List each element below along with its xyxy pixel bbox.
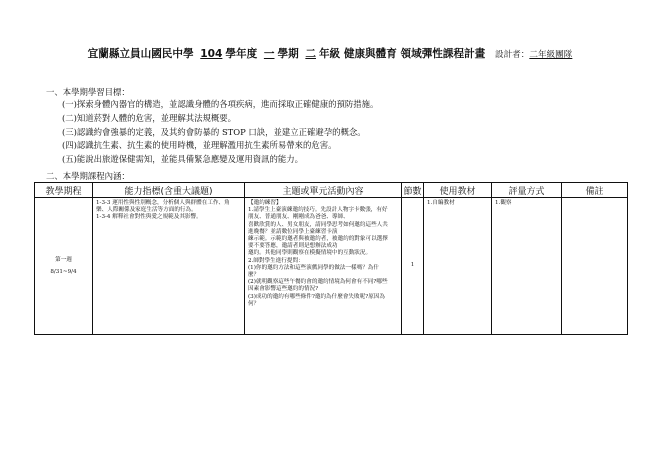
column-header: 備註	[562, 183, 628, 198]
grade-suffix: 年級	[318, 48, 341, 60]
goal-item: (一)探索身體內器官的構造，並認識身體的各項疾病，進而採取正確健康的預防措施。	[62, 99, 379, 109]
activity-line: 因素會影響這些邀約的情況?	[248, 286, 319, 293]
school-year-suffix: 學年度	[225, 48, 258, 60]
week-label: 第一週	[55, 257, 72, 263]
table-row	[35, 198, 628, 335]
activity-line: (3)成功的邀約有哪些條件?邀約為什麼會失敗呢?原因為	[248, 293, 385, 300]
assessment-cell: 1.觀察	[492, 198, 562, 335]
column-header: 節數	[402, 183, 424, 198]
activity-line: 練示範。示範約邀者與被邀約者，被邀約的對象可以選擇	[248, 236, 388, 243]
hours-cell: 1	[402, 198, 424, 335]
activity-line: 何？	[248, 300, 260, 307]
goal-item: (四)認識抗生素、抗生素的使用時機，並理解濫用抗生素所易帶來的危害。	[62, 140, 337, 151]
subject-title: 健康與體育 領域彈性課程計畫	[343, 48, 486, 60]
school-year: 104	[200, 48, 223, 60]
goal-item: (二)知道菸對人體的危害，並理解其法規概要。	[62, 112, 237, 123]
column-header: 能力指標(含重大議題)	[93, 183, 245, 198]
column-header: 主題或單元活動內容	[245, 183, 402, 198]
grade: 二	[305, 48, 316, 60]
activity-line: (1)你的邀約方法和這些演戲同學的做法一樣嗎？為什	[248, 264, 379, 271]
activity-line: (2)就明觀察這些午餐約會的邀約情境為何會有不同?哪些	[248, 279, 388, 286]
notes-cell	[562, 198, 628, 335]
indicators-cell	[93, 198, 245, 335]
goals-heading: 一、本學期學習目標：	[46, 87, 130, 97]
semester-suffix: 學期	[277, 48, 299, 60]
semester: 一	[263, 48, 275, 60]
week-cell	[35, 198, 93, 335]
activity-line: 邀約。其他同學則觀察在模擬情境中的互動狀況。	[248, 250, 372, 257]
activity-line: 2.師對學生進行提問：	[248, 257, 304, 264]
activity-line: 麼？	[248, 272, 260, 279]
goal-item: (三)認識約會強暴的定義，及其約會防暴的 STOP 口訣，並建立正確避孕的概念。	[62, 126, 366, 137]
column-header: 教學期程	[35, 183, 93, 198]
table-header-row	[35, 183, 628, 198]
indicator-line: 樂、人際關係及家庭生活等方面的行為。	[96, 207, 197, 214]
school-name: 宜蘭縣立員山國民中學	[87, 48, 194, 60]
activity-line: 【邀約練習】	[248, 200, 282, 206]
goal-item: (五)能說出旅遊保健需知，並能具備緊急應變及運用資訊的能力。	[62, 154, 304, 165]
week-dates: 8/31~9/4	[50, 269, 77, 275]
page-title	[0, 46, 660, 61]
activity-line: 要不要答應，邀請者則是想辦法成功	[248, 243, 338, 250]
indicator-line: 1-3-4 解釋社會對性與愛之規範及其影響。	[96, 214, 202, 221]
activity-line: 進晚餐？並請數位同學上臺練習卡演	[248, 228, 338, 235]
activity-line: 1.請學生上臺演練邀約技巧。先設計人物字卡數張，有好	[248, 207, 388, 214]
indicator-line: 1-3-3 運用性與性別概念，分析個人與群體在工作、角	[96, 200, 230, 206]
designer	[495, 50, 572, 60]
goals-list	[62, 98, 378, 167]
course-plan-table	[34, 182, 628, 335]
activity-line: 喜歡欣賞的人、男女朋友，請同學思考如何邀約這些人共	[248, 221, 388, 228]
designer-name: 二年級團隊	[529, 50, 573, 60]
column-header: 使用教材	[424, 183, 492, 198]
content-heading: 二、本學期課程內涵：	[46, 171, 130, 181]
activities-cell	[245, 198, 402, 335]
designer-label: 設計者：	[494, 50, 530, 60]
column-header: 評量方式	[492, 183, 562, 198]
activity-line: 朋友、普通朋友、剛剛成為爸爸、導師、	[248, 214, 349, 221]
materials-cell: 1.自編教材	[424, 198, 492, 335]
